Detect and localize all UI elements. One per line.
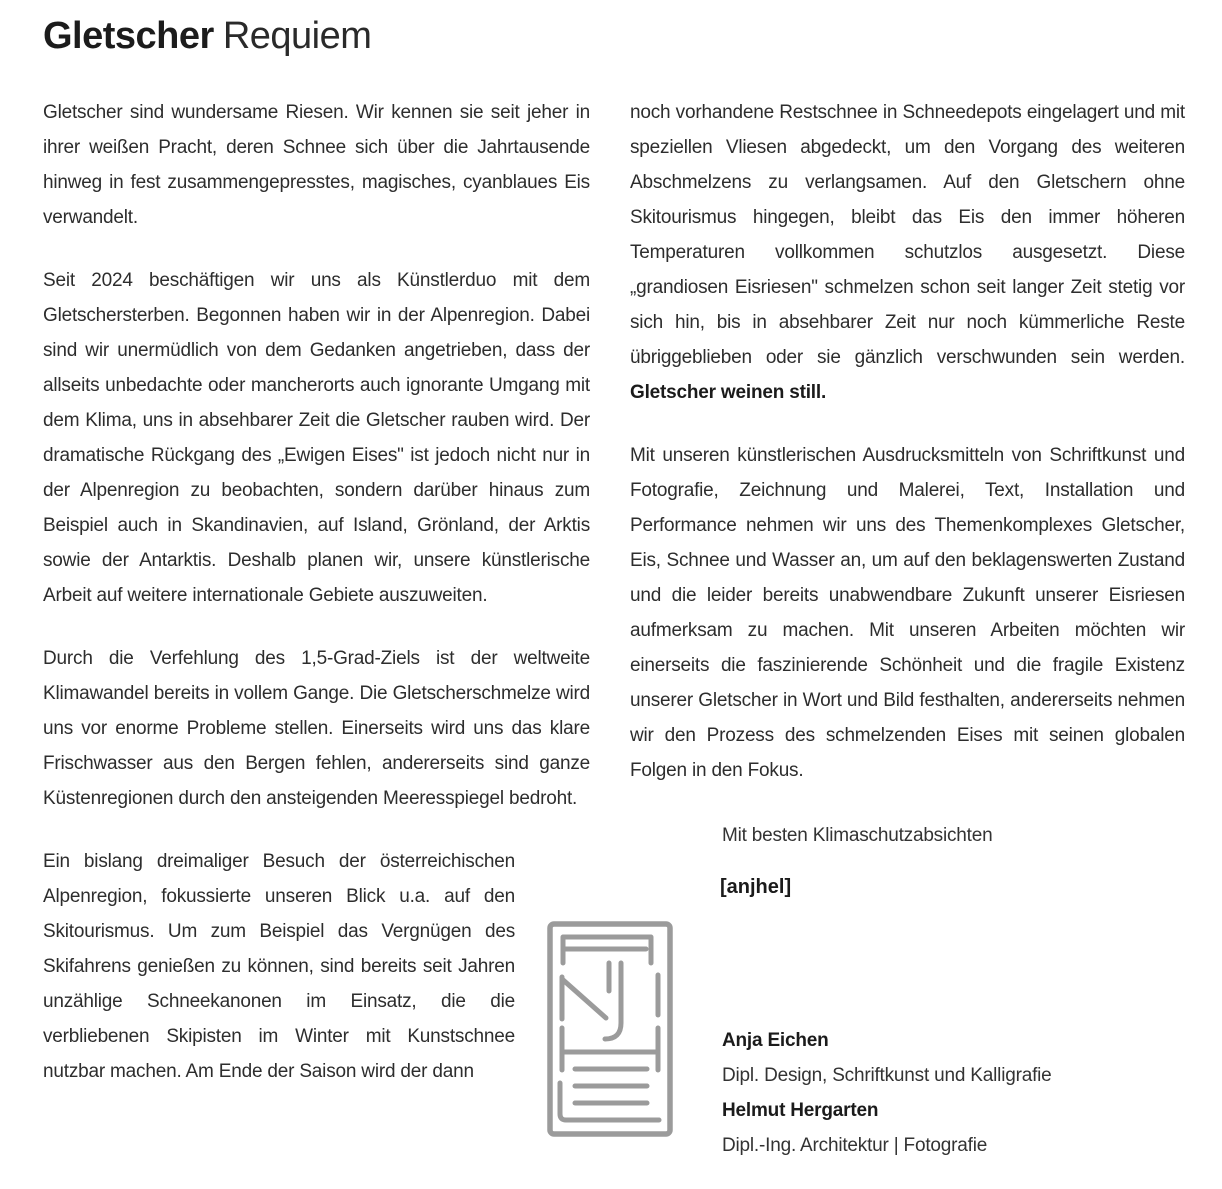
credit-role: Dipl. Design, Schriftkunst und Kalligrafie bbox=[722, 1065, 1052, 1086]
body-paragraph bbox=[630, 95, 1185, 410]
paragraph-text: noch vorhandene Restschnee in Schneedepots eingelagert und mit speziellen Vliesen abgedeckt, um den Vorgang des weiteren Abschmelzens zu verlangsamen. Auf den Gletschern ohne Skitourismus hingegen, bleibt das Eis den immer höheren Temperaturen vollkommen schutzlos ausgesetzt. Diese „grandiosen Eisriesen" schmelzen schon seit langer Zeit stetig vor sich hin, bis in absehbarer Zeit nur noch kümmerliche Reste übriggeblieben oder sie gänzlich verschwunden sein werden. bbox=[630, 102, 1185, 368]
body-paragraph: Gletscher sind wundersame Riesen. Wir kennen sie seit jeher in ihrer weißen Pracht, deren Schnee sich über die Jahrtausende hinweg in fest zusammengepresstes, magisches, cyanblaues Eis verwandelt. bbox=[43, 102, 590, 228]
signature-line: [anjhel] bbox=[720, 876, 792, 898]
bold-statement: Gletscher weinen still. bbox=[630, 382, 827, 403]
body-paragraph: Seit 2024 beschäftigen wir uns als Künstlerduo mit dem Gletschersterben. Begonnen haben wir in der Alpenregion. Dabei sind wir unermüdlich von dem Gedanken angetrieben, dass der allseits unbedachte oder mancherorts auch ignorante Umgang mit dem Klima, uns in absehbarer Zeit die Gletscher rauben wird. Der dramatische Rückgang des „Ewigen Eises" ist jedoch nicht nur in der Alpenregion zu beobachten, sondern darüber hinaus zum Beispiel auch in Skandinavien, auf Island, Grönland, der Arktis sowie der Antarktis. Deshalb planen wir, unsere künstlerische Arbeit auf weitere internationale Gebiete auszuweiten. bbox=[43, 270, 590, 606]
body-paragraph: Mit unseren künstlerischen Ausdrucksmitteln von Schriftkunst und Fotografie, Zeichnung und Malerei, Text, Installation und Performance nehmen wir uns des Themenkomplexes Gletscher, Eis, Schnee und Wasser an, um auf den beklagenswerten Zustand und die leider bereits unabwendbare Zukunft unserer Eisriesen aufmerksam zu machen. Mit unseren Arbeiten möchten wir einerseits die faszinierende Schönheit und die fragile Existenz unserer Gletscher in Wort und Bild festhalten, andererseits nehmen wir den Prozess des schmelzenden Eises mit seinen globalen Folgen in den Fokus. bbox=[630, 445, 1185, 781]
credits-block bbox=[630, 1023, 1185, 1163]
left-column bbox=[43, 95, 590, 1089]
page-title-sub: Requiem bbox=[222, 15, 372, 57]
anjhel-monogram-icon bbox=[547, 921, 673, 1137]
anjhel-logo bbox=[547, 921, 673, 1137]
page-title-main: Gletscher bbox=[43, 15, 214, 57]
credit-name: Anja Eichen bbox=[722, 1030, 829, 1051]
body-paragraph: Durch die Verfehlung des 1,5-Grad-Ziels ist der weltweite Klimawandel bereits in vollem Gange. Die Gletscherschmelze wird uns vor enorme Probleme stellen. Einerseits wird uns das klare Frischwasser aus den Bergen fehlen, andererseits sind ganze Küstenregionen durch den ansteigenden Meeresspiegel bedroht. bbox=[43, 648, 590, 809]
signoff-line: Mit besten Klimaschutzabsichten bbox=[722, 825, 993, 846]
right-column bbox=[630, 95, 1185, 1163]
page-title bbox=[43, 14, 1185, 58]
body-paragraph: Ein bislang dreimaliger Besuch der österreichischen Alpenregion, fokussierte unseren Blick u.a. auf den Skitourismus. Um zum Beispiel das Vergnügen des Skifahrens genießen zu können, sind bereits seit Jahren unzählige Schneekanonen im Einsatz, die die verbliebenen Skipisten im Winter mit Kunstschnee nutzbar machen. Am Ende der Saison wird der dann bbox=[43, 851, 515, 1082]
credit-name: Helmut Hergarten bbox=[722, 1100, 879, 1121]
credit-role: Dipl.-Ing. Architektur | Fotografie bbox=[722, 1135, 988, 1156]
